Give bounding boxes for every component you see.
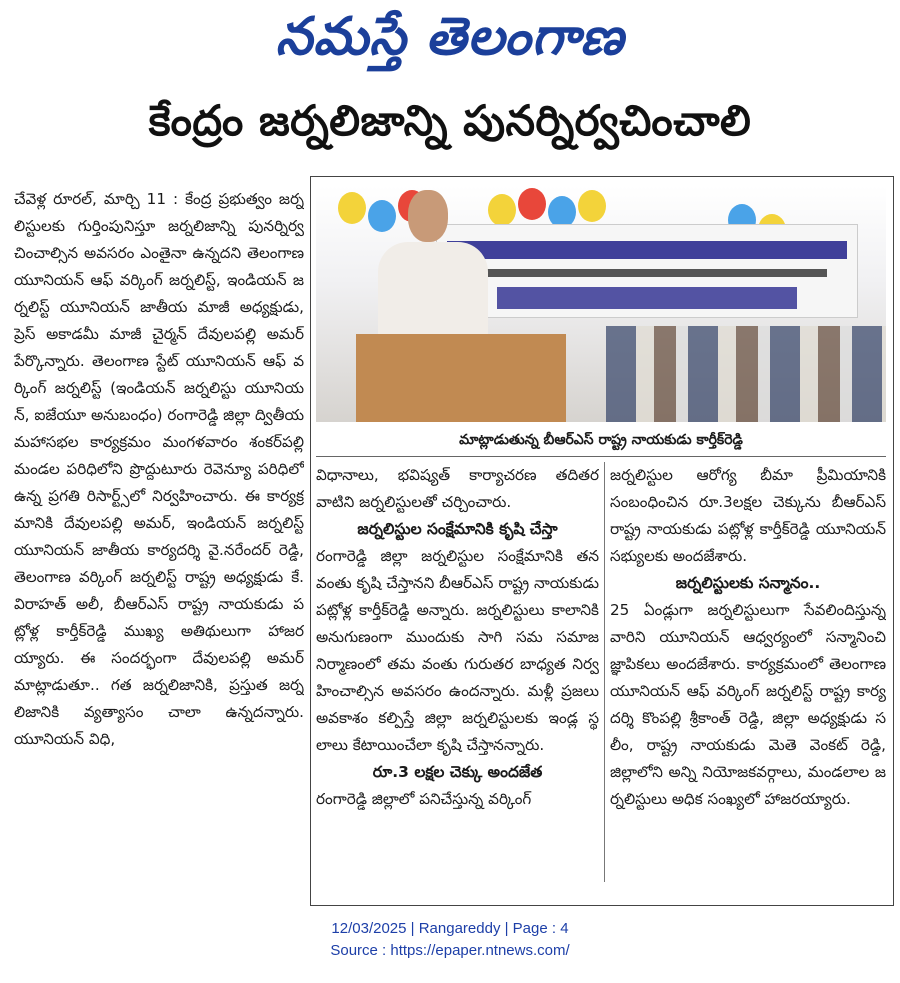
podium <box>356 334 566 422</box>
masthead-title: నమస్తే తెలంగాణ <box>275 6 625 67</box>
event-banner <box>436 224 858 318</box>
article-column-1: చేవెళ్ల రూరల్, మార్చి 11 : కేంద్ర ప్రభుత్వం జర్నలిస్టులకు గుర్తింపునిస్తూ జర్నలిజాన్ని పునర్నిర్వచించాల్సిన అవసరం ఎంతైనా ఉన్నదని తెలంగాణ యూనియన్ ఆఫ్ వర్కింగ్ జర్నలిస్ట్, ఇండియన్ జర్నలిస్ట్ యూనియన్ జాతీయ మాజీ అధ్యక్షుడు, ప్రెస్ అకాడమీ మాజీ చైర్మన్ దేవులపల్లి అమర్ పేర్కొన్నారు. తెలంగాణ స్టేట్ యూనియన్ ఆఫ్ వర్కింగ్ జర్నలిస్ట్ (ఇండియన్ జర్నలిస్టు యూనియన్, ఐజేయూ అనుబంధం) రంగారెడ్డి జిల్లా ద్వితీయ మహాసభల కార్యక్రమం మంగళవారం శంకర్‌పల్లి మండల పరిధిలోని ప్రొద్దుటూరు రెవెన్యూ పరిధిలో ఉన్న ప్రగతి రిసార్ట్స్‌లో నిర్వహించారు. ఈ కార్యక్రమానికి దేవులపల్లి అమర్, ఇండియన్ జర్నలిస్ట్ యూనియన్ జాతీయ కార్యదర్శి వై.నరేందర్ రెడ్డి, తెలంగాణ వర్కింగ్ జర్నలిస్ట్ రాష్ట్ర అధ్యక్షుడు కే.విరాహత్ అలీ, బీఆర్ఎస్ రాష్ట్ర నాయకుడు పట్లోళ్ల కార్తీక్‌రెడ్డి ముఖ్య అతిథులుగా హాజరయ్యారు. ఈ సందర్భంగా దేవులపల్లి అమర్ మాట్లాడుతూ.. గత జర్నలిజానికి, ప్రస్తుత జర్నలిజానికి వ్యత్యాసం చాలా ఉన్నదన్నారు. యూనియన్ విధి, <box>14 190 304 748</box>
divider <box>316 456 886 457</box>
column2-paragraph-3: రంగారెడ్డి జిల్లాలో పనిచేస్తున్న వర్కింగ్ <box>316 790 532 808</box>
headline: కేంద్రం జర్నలిజాన్ని పునర్నిర్వచించాలి <box>148 96 752 145</box>
masthead <box>0 0 900 86</box>
subheading-welfare: జర్నలిస్టుల సంక్షేమానికి కృషి చేస్తా <box>357 520 558 538</box>
audience <box>606 326 886 422</box>
photo-caption: మాట్లాడుతున్న బీఆర్ఎస్ రాష్ట్ర నాయకుడు కార్తీక్‌రెడ్డి <box>459 432 743 448</box>
subheading-cheque: రూ.3 లక్షల చెక్కు అందజేత <box>372 763 543 781</box>
article-column-3 <box>610 462 886 892</box>
column3-paragraph-2: 25 ఏండ్లుగా జర్నలిస్టులుగా సేవలిందిస్తున్న వారిని యూనియన్ ఆధ్వర్యంలో సన్మానించి జ్ఞాపికలు అందజేశారు. కార్యక్రమంలో తెలంగాణ యూనియన్ ఆఫ్ వర్కింగ్ జర్నలిస్ట్ రాష్ట్ర కార్యదర్శి కొంపల్లి శ్రీకాంత్ రెడ్డి, జిల్లా అధ్యక్షుడు సలీం, రాష్ట్ర నాయకుడు మెతె వెంకట్ రెడ్డి, జిల్లాలోని అన్ని నియోజకవర్గాలు, మండలాల జర్నలిస్టులు అధిక సంఖ్యలో హాజరయ్యారు. <box>610 601 886 808</box>
footer-date-edition: 12/03/2025 | Rangareddy | Page : 4 <box>331 920 569 937</box>
column3-paragraph-1: జర్నలిస్టుల ఆరోగ్య బీమా ప్రీమియానికి సంబంధించిన రూ.3లక్షల చెక్కును బీఆర్ఎస్ రాష్ట్ర నాయకుడు పట్లోళ్ల కార్తీక్‌రెడ్డి యూనియన్ సభ్యులకు అందజేశారు. <box>610 466 886 565</box>
column2-paragraph-1: విధానాలు, భవిష్యత్ కార్యాచరణ తదితర వాటిని జర్నలిస్టులతో చర్చించారు. <box>316 466 599 511</box>
article-photo <box>316 186 886 422</box>
subheading-felicitation: జర్నలిస్టులకు సన్మానం.. <box>675 574 821 592</box>
article-column-2 <box>316 462 599 892</box>
column2-paragraph-2: రంగారెడ్డి జిల్లా జర్నలిస్టుల సంక్షేమానికి తన వంతు కృషి చేస్తానని బీఆర్ఎస్ రాష్ట్ర నాయకుడు పట్లోళ్ల కార్తీక్‌రెడ్డి అన్నారు. జర్నలిస్టులు కాలానికి అనుగుణంగా ముందుకు సాగి సమ సమాజ నిర్మాణంలో తమ వంతు గురుతర బాధ్యత నిర్వహించాల్సిన అవసరం ఉందన్నారు. మళ్లీ ప్రజలు అవకాశం కల్పిస్తే జిల్లా జర్నలిస్టులకు ఇండ్ల స్థలాలు కేటాయించేలా కృషి చేస్తానన్నారు. <box>316 547 599 754</box>
page-footer <box>0 918 900 962</box>
footer-source: Source : https://epaper.ntnews.com/ <box>330 942 570 959</box>
column-separator <box>604 462 605 882</box>
